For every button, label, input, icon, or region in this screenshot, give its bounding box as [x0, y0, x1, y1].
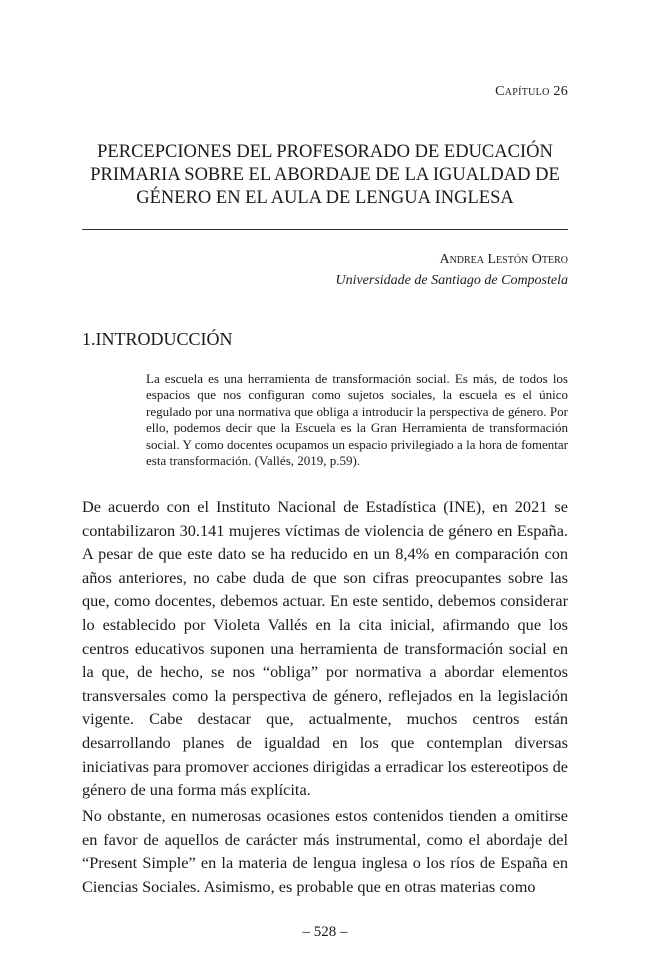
- section-heading: 1.INTRODUCCIÓN: [82, 329, 233, 349]
- author-block: [335, 249, 568, 291]
- block-quote: La escuela es una herramienta de transformación social. Es más, de todos los espacios que nos configuran como sujetos sociales, la escuela es el único regulado por una normativa que obliga a introducir la perspectiva de género. Por ello, podemos decir que la Escuela es la Gran Herramienta de transformación social. Y como docentes ocupamos un espacio privilegiado a la hora de fomentar esta transformación. (Vallés, 2019, p.59).: [146, 371, 568, 469]
- chapter-label: [495, 84, 568, 100]
- chapter-title: PERCEPCIONES DEL PROFESORADO DE EDUCACIÓN PRIMARIA SOBRE EL ABORDAJE DE LA IGUALDAD DE GÉNERO EN EL AULA DE LENGUA INGLESA: [90, 142, 560, 208]
- body-paragraph: No obstante, en numerosas ocasiones estos contenidos tienden a omitirse en favor de aquellos de carácter más instrumental, como el abordaje del “Present Simple” en la materia de lengua inglesa o los ríos de España en Ciencias Sociales. Asimismo, es probable que en otras materias como: [82, 806, 568, 896]
- chapter-label-text: apítulo 26: [504, 84, 568, 99]
- chapter-label-initial: C: [495, 84, 505, 99]
- title-divider: [82, 229, 568, 230]
- author-affiliation: Universidade de Santiago de Compostela: [335, 273, 568, 288]
- page-number: – 528 –: [302, 924, 348, 940]
- body-paragraph: De acuerdo con el Instituto Nacional de Estadística (INE), en 2021 se contabilizaron 30.141 mujeres víctimas de violencia de género en España. A pesar de que este dato se ha reducido en un 8,4% en comparación con años anteriores, no cabe duda de que son cifras preocupantes sobre las que, como docentes, debemos actuar. En este sentido, debemos considerar lo establecido por Violeta Vallés en la cita inicial, afirmando que los centros educativos suponen una herramienta de transformación social en la que, de hecho, se nos “obliga” por normativa a abordar elementos transversales como la perspectiva de género, reflejados en la legislación vigente. Cabe destacar que, actualmente, muchos centros están desarrollando planes de igualdad en los que contemplan diversas iniciativas para promover acciones dirigidas a erradicar los estereotipos de género de una forma más explícita.: [82, 497, 568, 800]
- author-name: Andrea Lestón Otero: [439, 252, 568, 267]
